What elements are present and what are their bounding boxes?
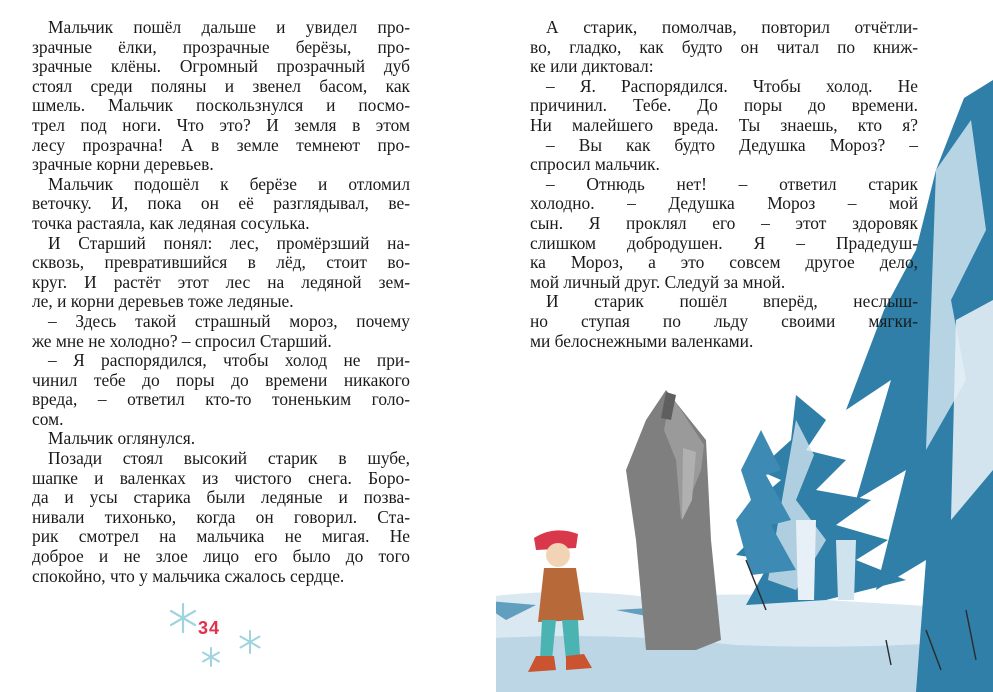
text-line: шмель. Мальчик поскользнулся и посмо- xyxy=(32,95,410,116)
text-line: Мальчик оглянулся. xyxy=(48,428,196,449)
text-line: сом. xyxy=(32,408,64,429)
text-line: Мальчик подошёл к берёзе и отломил xyxy=(48,173,410,194)
text-line: И Старший понял: лес, промёрзший на- xyxy=(48,232,410,253)
text-line: лесу прозрачна! А в земле темнеют про- xyxy=(32,134,410,155)
text-line: – Я распорядился, чтобы холод не при- xyxy=(48,350,410,371)
text-line: И старик пошёл вперёд, неслыш- xyxy=(546,291,918,312)
text-line: ми белоснежными валенками. xyxy=(530,330,754,351)
text-line: доброе и не злое лицо его было до того xyxy=(32,546,410,567)
page-number: 34 xyxy=(198,618,221,638)
text-line: – Отнюдь нет! – ответил старик xyxy=(546,173,918,194)
text-line: но ступая по льду своими мягки- xyxy=(530,310,918,331)
text-line: ке или диктовал: xyxy=(530,56,654,77)
text-line: мой личный друг. Следуй за мной. xyxy=(530,271,786,292)
text-line: холодно. – Дедушка Мороз – мой xyxy=(530,193,918,214)
text-line: – Здесь такой страшный мороз, почему xyxy=(48,310,410,331)
left-page xyxy=(0,0,496,692)
right-text-column xyxy=(530,18,918,351)
text-line: спросил мальчик. xyxy=(530,154,660,175)
text-line: да и усы старика были ледяные и позва- xyxy=(32,487,410,508)
text-line: зрачные корни деревьев. xyxy=(32,154,214,175)
text-line: – Я. Распорядился. Чтобы холод. Не xyxy=(546,75,918,96)
text-line: точка растаяла, как ледяная сосулька. xyxy=(32,212,310,233)
text-line: зрачные ёлки, прозрачные берёзы, про- xyxy=(32,36,410,57)
text-line: Позади стоял высокий старик в шубе, xyxy=(48,448,410,469)
text-line: ка Мороз, а это совсем другое дело, xyxy=(530,252,918,273)
text-line: зрачные клёны. Огромный прозрачный дуб xyxy=(32,56,410,77)
text-line: чинил тебе до поры до времени никакого xyxy=(32,369,410,390)
text-line: спокойно, что у мальчика сжалось сердце. xyxy=(32,565,345,586)
text-line: сын. Я проклял его – этот здоровяк xyxy=(530,212,918,233)
text-line: во, гладко, как будто он читал по книж- xyxy=(530,36,918,57)
text-line: же мне не холодно? – спросил Старший. xyxy=(32,330,332,351)
text-line: ле, и корни деревьев тоже ледяные. xyxy=(32,291,294,312)
text-line: рик смотрел на мальчика не мигая. Не xyxy=(32,526,410,547)
text-line: нивали тихонько, когда он говорил. Ста- xyxy=(32,506,410,527)
text-line: трел под ноги. Что это? И земля в этом xyxy=(32,114,410,135)
text-line: сквозь, превратившийся в лёд, стоит во- xyxy=(32,252,410,273)
left-text-column xyxy=(32,18,410,586)
text-line: А старик, помолчав, повторил отчётли- xyxy=(546,17,918,37)
text-line: Ни малейшего вреда. Ты знаешь, кто я? xyxy=(530,114,918,135)
snowflake-icon xyxy=(236,628,264,656)
right-page xyxy=(496,0,993,692)
text-line: вреда, – ответил кто-то тоненьким голо- xyxy=(32,389,410,410)
text-line: Мальчик пошёл дальше и увидел про- xyxy=(48,17,410,37)
snowflake-icon xyxy=(199,645,223,669)
text-line: слишком добродушен. Я – Прадедуш- xyxy=(530,232,918,253)
snowflake-icon xyxy=(165,600,201,636)
text-line: стоял среди поляны и звенел басом, как xyxy=(32,75,410,96)
text-line: веточку. И, пока он её разглядывал, ве- xyxy=(32,193,410,214)
text-line: – Вы как будто Дедушка Мороз? – xyxy=(546,134,918,155)
text-line: причинил. Тебе. До поры до времени. xyxy=(530,95,918,116)
text-line: круг. И растёт этот лес на ледяной зем- xyxy=(32,271,410,292)
text-line: шапке и валенках из чистого снега. Боро- xyxy=(32,467,410,488)
